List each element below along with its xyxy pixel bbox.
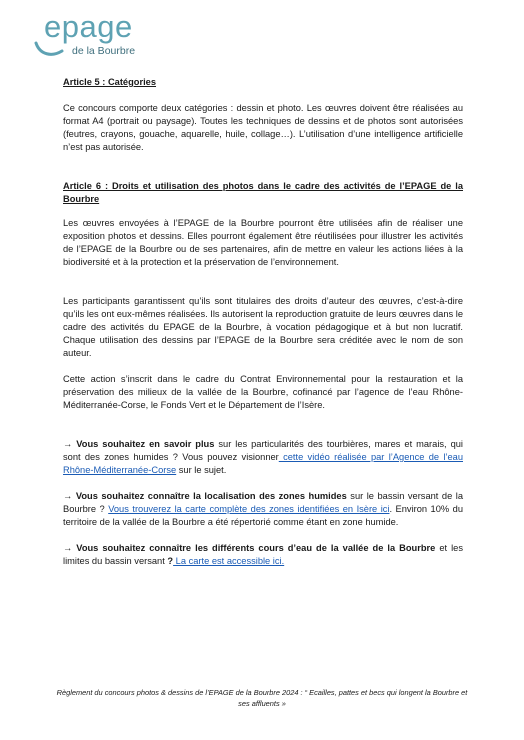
- info-item-rivers: [63, 542, 463, 568]
- info-item-rivers-text: et les limites du bassin versant: [63, 543, 463, 566]
- logo-wordmark: epage: [44, 9, 133, 44]
- page-footer: Règlement du concours photos & dessins de l’EPAGE de la Bourbre 2024 : “ Ecailles, pattes et becs qui longent la Bourbre et ses affluents »: [56, 688, 468, 708]
- info-item-rivers-question: ?: [167, 556, 174, 566]
- info-item-more-text: sur les particularités des tourbières, mares et marais, qui sont des zones humides ? Vous pouvez visionner: [63, 439, 463, 462]
- info-item-wetlands-tail: . Environ 10% du territoire de la vallée de la Bourbre a été répertorié comme étant en zone humide.: [63, 504, 463, 527]
- info-item-wetlands-lead: → Vous souhaitez connaître la localisation des zones humides: [63, 491, 347, 501]
- article6-paragraph-1: Les œuvres envoyées à l’EPAGE de la Bourbre pourront être utilisées afin de réaliser une exposition photos et dessins. Elles pourront également être réutilisées pour illustrer les activités de l’EPAGE de la Bourbre ou de ses partenaires, afin de mettre en valeur les actions liées à la biodiversité et à la protection et la préservation de l’environnement.: [63, 218, 463, 267]
- info-item-wetlands-text: sur le bassin versant de la Bourbre ?: [63, 491, 464, 514]
- info-item-more-lead: → Vous souhaitez en savoir plus: [63, 439, 215, 449]
- info-item-more-tail: sur le sujet.: [176, 465, 227, 475]
- info-item-rivers-lead: → Vous souhaitez connaître les différents cours d’eau de la vallée de la Bourbre: [63, 543, 436, 553]
- info-item-more: [63, 438, 463, 477]
- article5-body: Ce concours comporte deux catégories : dessin et photo. Les œuvres doivent être réalisées au format A4 (portrait ou paysage). Toutes les techniques de dessins et de photos sont autorisées (feutres, crayons, gouache, aquarelle, huile, collage…). L’utilisation d’une intelligence artificielle n’est pas autorisée.: [63, 103, 463, 152]
- video-link[interactable]: cette vidéo réalisée par l’Agence de l’eau Rhône-Méditerranée-Corse: [63, 452, 463, 475]
- rivers-map-link[interactable]: La carte est accessible ici.: [173, 556, 285, 566]
- document-body: [63, 76, 463, 568]
- info-item-wetlands: [63, 490, 463, 529]
- article6-paragraph-2: Les participants garantissent qu’ils sont titulaires des droits d’auteur des œuvres, c’est-à-dire qu’ils les ont eux-mêmes réalisées. Ils autorisent la reproduction gratuite de leurs œuvres dans le cadre des activités du EPAGE de la Bourbre, à vocation pédagogique et à but non lucratif. Chaque utilisation des dessins par l’EPAGE de la Bourbre sera créditée avec le nom de son auteur.: [63, 296, 463, 358]
- epage-logo: [34, 9, 144, 65]
- article5-title: Article 5 : Catégories: [63, 77, 157, 87]
- article6-paragraph-3: Cette action s’inscrit dans le cadre du Contrat Environnemental pour la restauration et la préservation des milieux de la vallée de la Bourbre, cofinancé par l’agence de l’eau Rhône-Méditerranée-Corse, le Fonds Vert et le Département de l’Isère.: [63, 374, 463, 410]
- article6-title: Article 6 : Droits et utilisation des photos dans le cadre des activités de l’EPAGE de la Bourbre: [63, 181, 463, 204]
- wetlands-map-link[interactable]: Vous trouverez la carte complète des zones identifiées en Isère ici: [108, 504, 390, 514]
- logo-subtitle: de la Bourbre: [72, 45, 136, 57]
